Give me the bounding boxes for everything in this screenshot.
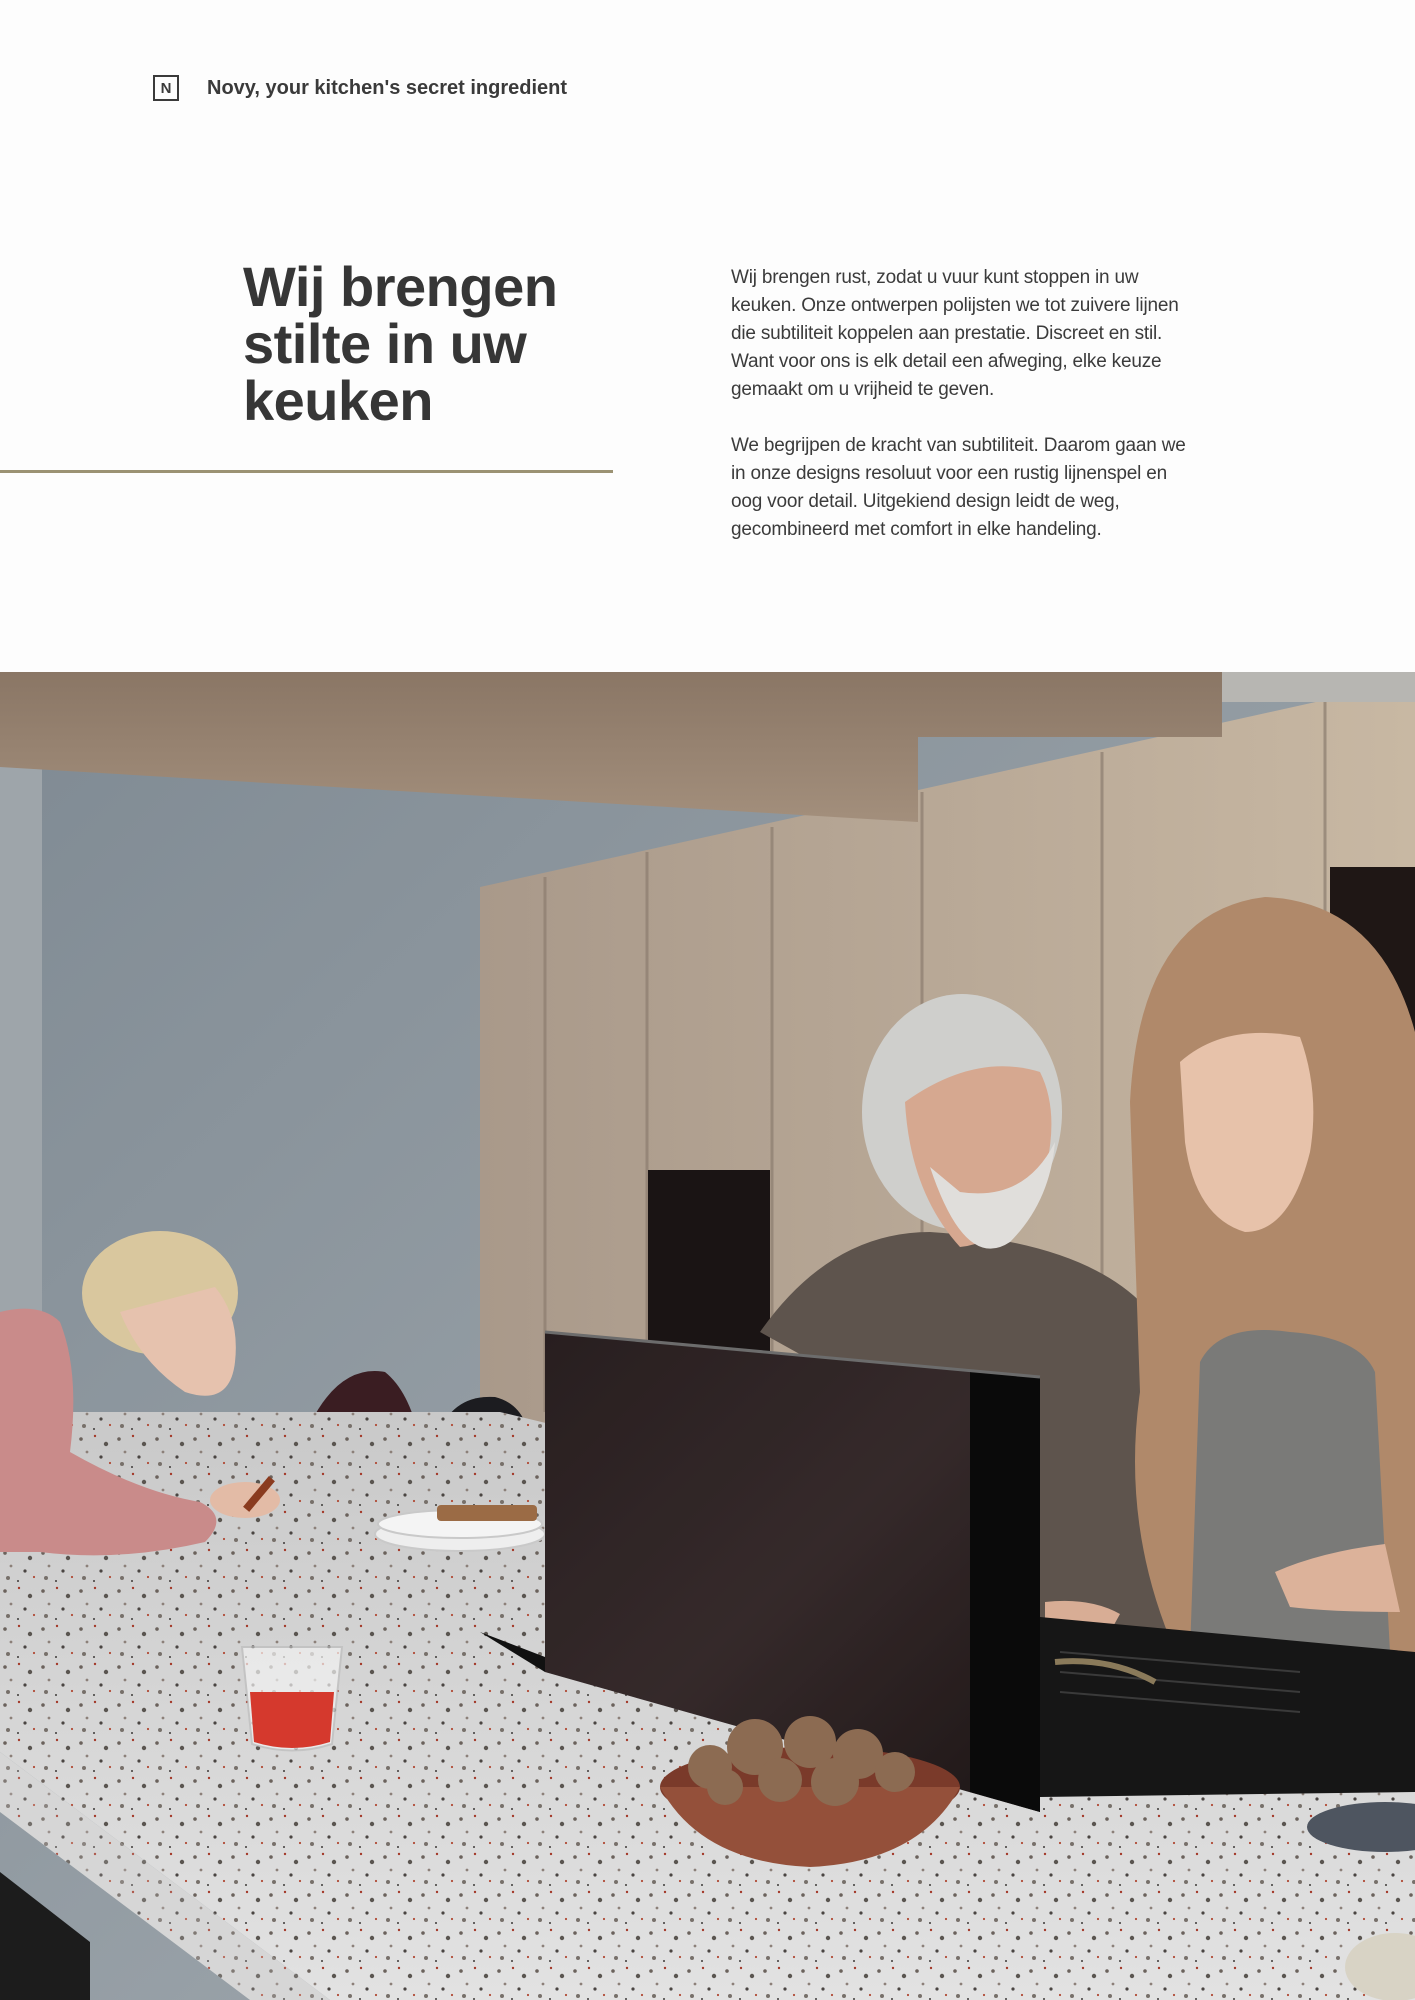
kitchen-scene-illustration — [0, 672, 1415, 2000]
kitchen-photo — [0, 672, 1415, 2000]
paragraph-2: We begrijpen de kracht van subtiliteit. Daarom gaan we in onze designs resoluut voor een rustig lijnenspel en oog voor detail. Uitgekiend design leidt de weg, gecombineerd met comfort in elke handeling. — [731, 435, 1186, 540]
paragraph-1: Wij brengen rust, zodat u vuur kunt stoppen in uw keuken. Onze ontwerpen polijsten we tot zuivere lijnen die subtiliteit koppelen aan prestatie. Discreet en stil. Want voor ons is elk detail een afweging, elke keuze gemaakt om u vrijheid te geven. — [731, 267, 1179, 400]
page-header — [153, 75, 567, 101]
body-copy — [731, 264, 1191, 572]
novy-logo-icon: N — [153, 75, 179, 101]
page-headline: Wij brengen stilte in uw keuken — [243, 255, 558, 432]
brand-tagline: Novy, your kitchen's secret ingredient — [207, 76, 568, 99]
accent-divider — [0, 470, 613, 473]
